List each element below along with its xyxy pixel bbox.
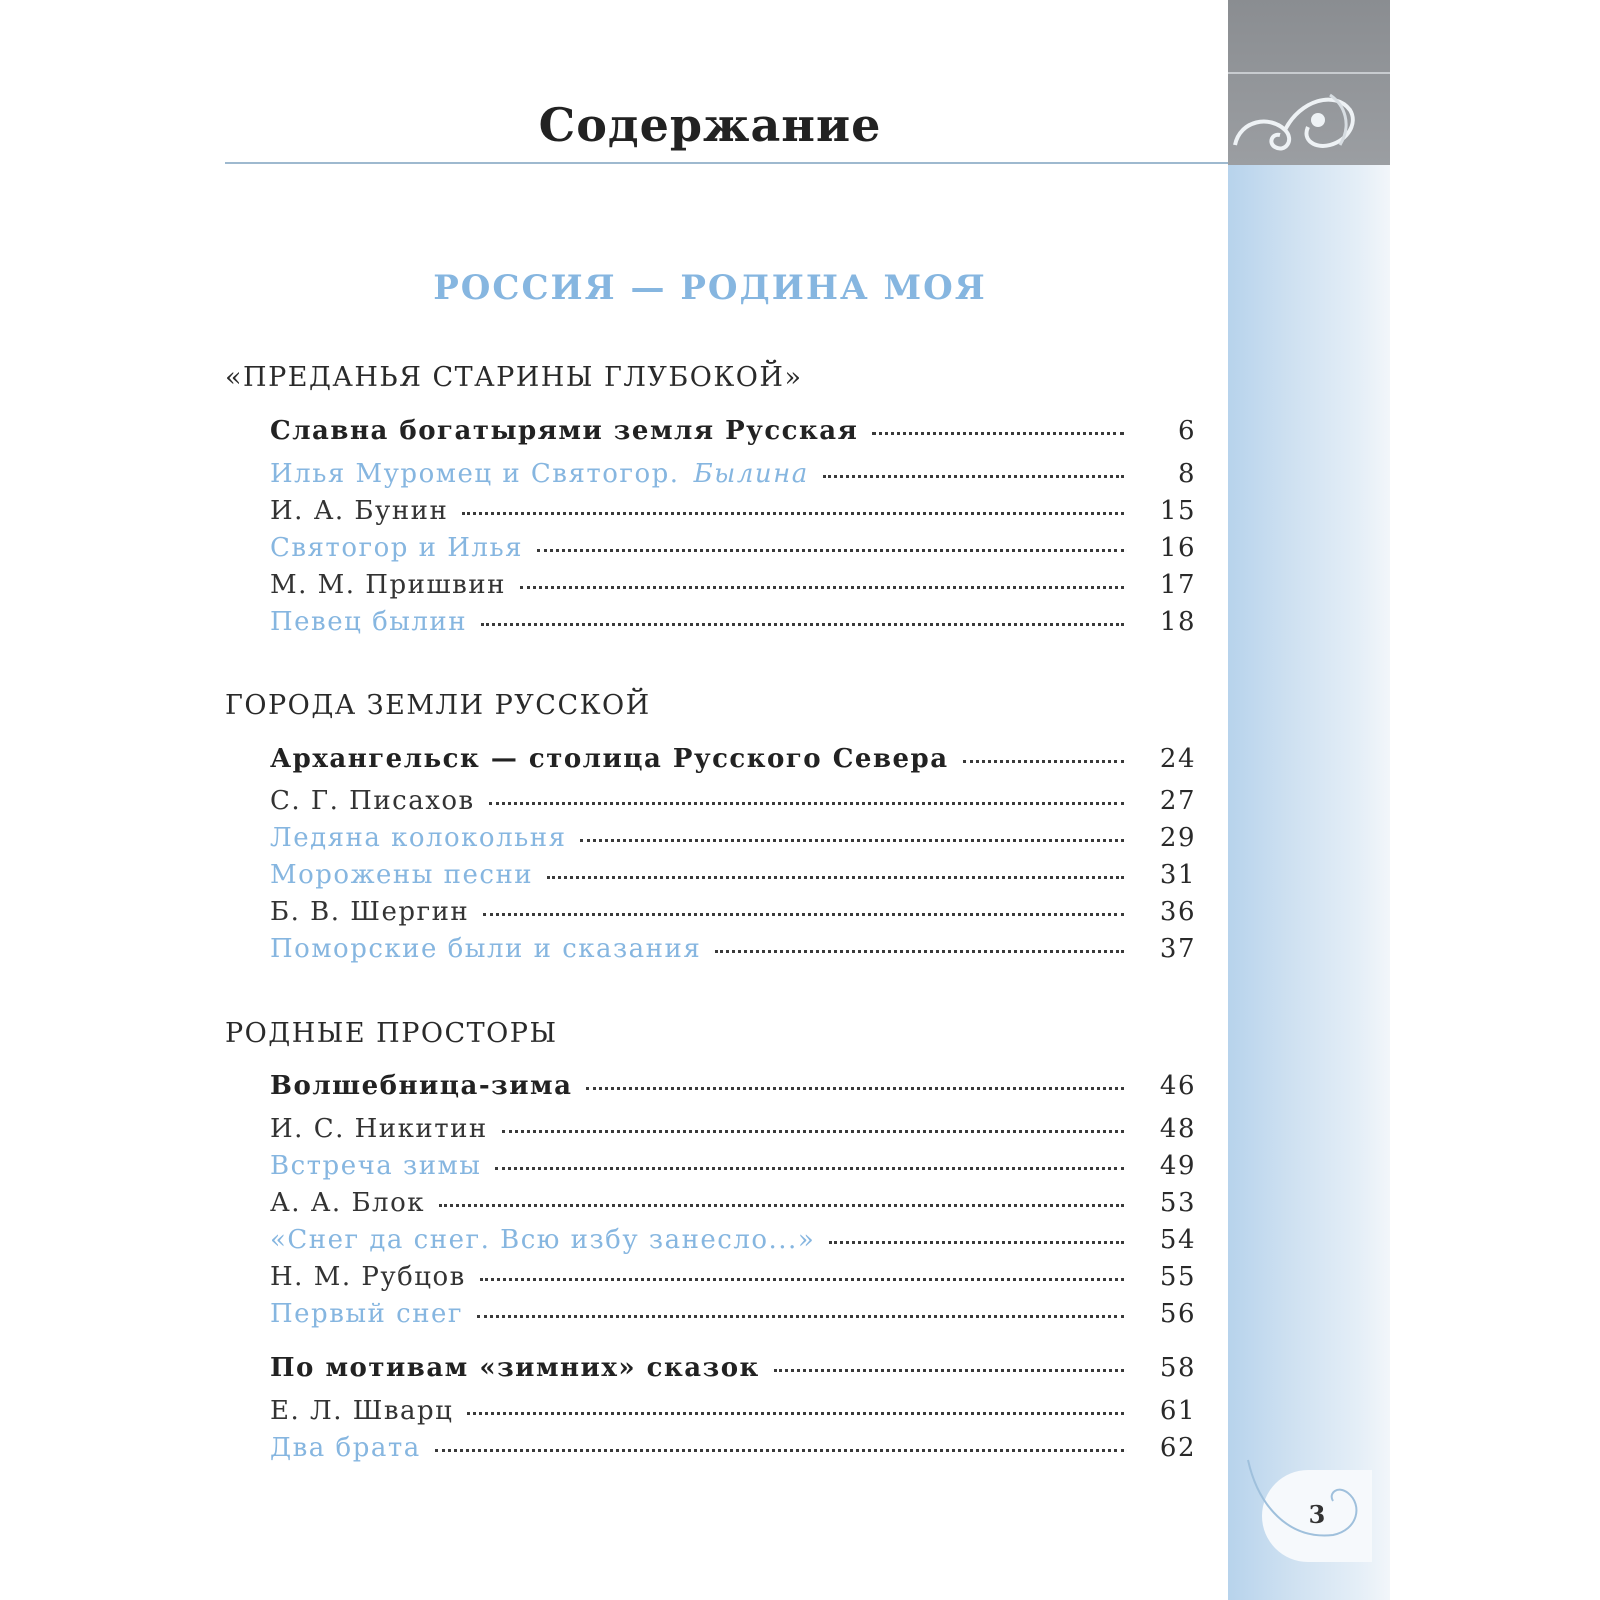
toc-entry[interactable] xyxy=(270,1347,1196,1381)
toc-entry-page: 37 xyxy=(1159,934,1196,964)
toc-entry-page: 16 xyxy=(1159,533,1196,563)
toc-entry-page: 61 xyxy=(1159,1396,1196,1426)
toc-entry[interactable] xyxy=(270,780,1196,814)
toc-entry-label: А. А. Блок xyxy=(270,1188,425,1218)
toc-entry-page: 49 xyxy=(1159,1151,1196,1181)
toc-entry-label: И. А. Бунин xyxy=(270,496,449,526)
leader-dots xyxy=(580,813,1124,842)
toc-entry-page: 29 xyxy=(1159,823,1196,853)
toc-entry-label: Е. Л. Шварц xyxy=(270,1396,454,1426)
leader-dots xyxy=(537,523,1124,552)
toc-entry[interactable] xyxy=(270,1256,1196,1290)
toc-entry[interactable] xyxy=(270,817,1196,851)
toc-entry[interactable] xyxy=(270,891,1196,925)
section-title: «ПРЕДАНЬЯ СТАРИНЫ ГЛУБОКОЙ» xyxy=(225,362,803,393)
toc-entry-label: Б. В. Шергин xyxy=(270,897,470,927)
page-title: Содержание xyxy=(538,98,882,152)
toc-entry-page: 58 xyxy=(1159,1353,1196,1383)
toc-entry-page: 62 xyxy=(1159,1433,1196,1463)
toc-entry-label: Первый снег xyxy=(270,1299,464,1329)
leader-dots xyxy=(502,1104,1124,1133)
part-title: РОССИЯ — РОДИНА МОЯ xyxy=(433,268,987,308)
toc-entry[interactable] xyxy=(270,1390,1196,1424)
toc-entry-label: Славна богатырями земля Русская xyxy=(270,416,859,446)
toc-entry-page: 48 xyxy=(1159,1114,1196,1144)
toc-entry-label: По мотивам «зимних» сказок xyxy=(270,1353,760,1383)
toc-entry[interactable] xyxy=(270,527,1196,561)
leader-dots xyxy=(477,1289,1124,1318)
toc-entry[interactable] xyxy=(270,1182,1196,1216)
toc-entry-page: 53 xyxy=(1159,1188,1196,1218)
leader-dots xyxy=(481,597,1124,626)
swirl-ornament-icon xyxy=(1238,1455,1368,1565)
toc-entry[interactable] xyxy=(270,601,1196,635)
leader-dots xyxy=(823,449,1124,478)
toc-entry-page: 17 xyxy=(1159,570,1196,600)
toc-entry[interactable] xyxy=(270,1065,1196,1099)
section-title: ГОРОДА ЗЕМЛИ РУССКОЙ xyxy=(225,690,651,721)
section-title: РОДНЫЕ ПРОСТОРЫ xyxy=(225,1018,558,1049)
leader-dots xyxy=(495,1141,1124,1170)
toc-entry-page: 18 xyxy=(1159,607,1196,637)
leader-dots xyxy=(715,924,1124,953)
toc-entry-label: С. Г. Писахов xyxy=(270,786,475,816)
leader-dots xyxy=(774,1343,1124,1372)
toc-entry[interactable] xyxy=(270,1108,1196,1142)
toc-entry-page: 8 xyxy=(1177,459,1196,489)
toc-entry-genre: Былина xyxy=(693,459,809,489)
leader-dots xyxy=(520,560,1124,589)
toc-entry[interactable] xyxy=(270,453,1196,487)
toc-entry-page: 46 xyxy=(1159,1071,1196,1101)
leader-dots xyxy=(462,486,1124,515)
toc-entry-label: Морожены песни xyxy=(270,860,534,890)
swirl-ornament-icon xyxy=(1230,85,1360,165)
toc-entry-label: И. С. Никитин xyxy=(270,1114,488,1144)
leader-dots xyxy=(547,850,1124,879)
leader-dots xyxy=(483,887,1124,916)
leader-dots xyxy=(872,406,1124,435)
leader-dots xyxy=(480,1252,1124,1281)
toc-entry-label: Два брата xyxy=(270,1433,421,1463)
toc-entry[interactable] xyxy=(270,490,1196,524)
toc-entry-label: Святогор и Илья xyxy=(270,533,523,563)
toc-entry-page: 27 xyxy=(1159,786,1196,816)
leader-dots xyxy=(435,1423,1124,1452)
toc-entry[interactable] xyxy=(270,1145,1196,1179)
toc-entry-label: «Снег да снег. Всю избу занесло...» xyxy=(270,1225,816,1255)
toc-entry-label: Ледяна колокольня xyxy=(270,823,567,853)
leader-dots xyxy=(467,1386,1124,1415)
toc-entry-label: Илья Муромец и Святогор. xyxy=(270,459,680,489)
toc-entry-page: 24 xyxy=(1159,744,1196,774)
leader-dots xyxy=(829,1215,1124,1244)
toc-entry[interactable] xyxy=(270,1219,1196,1253)
toc-entry-page: 36 xyxy=(1159,897,1196,927)
toc-entry-label: Встреча зимы xyxy=(270,1151,482,1181)
toc-entry[interactable] xyxy=(270,854,1196,888)
leader-dots xyxy=(963,734,1124,763)
leader-dots xyxy=(586,1061,1124,1090)
toc-entry-page: 15 xyxy=(1159,496,1196,526)
page-number: 3 xyxy=(1308,1500,1326,1529)
toc-entry-label: М. М. Пришвин xyxy=(270,570,506,600)
leader-dots xyxy=(439,1178,1124,1207)
toc-entry[interactable] xyxy=(270,928,1196,962)
side-band xyxy=(1228,0,1390,1600)
toc-entry-page: 55 xyxy=(1159,1262,1196,1292)
toc-entry-label: Поморские были и сказания xyxy=(270,934,702,964)
toc-entry[interactable] xyxy=(270,410,1196,444)
toc-entry-page: 56 xyxy=(1159,1299,1196,1329)
title-divider xyxy=(225,162,1228,164)
toc-entry-label: Н. М. Рубцов xyxy=(270,1262,466,1292)
toc-entry[interactable] xyxy=(270,738,1196,772)
toc-entry[interactable] xyxy=(270,564,1196,598)
toc-entry[interactable] xyxy=(270,1427,1196,1461)
leader-dots xyxy=(489,776,1124,805)
toc-entry-page: 31 xyxy=(1159,860,1196,890)
toc-entry-page: 6 xyxy=(1177,416,1196,446)
side-band-divider xyxy=(1228,72,1390,74)
toc-entry-label: Певец былин xyxy=(270,607,468,637)
toc-entry-page: 54 xyxy=(1159,1225,1196,1255)
toc-entry-label: Архангельск — столица Русского Севера xyxy=(270,744,949,774)
toc-entry-label: Волшебница-зима xyxy=(270,1071,573,1101)
toc-entry[interactable] xyxy=(270,1293,1196,1327)
